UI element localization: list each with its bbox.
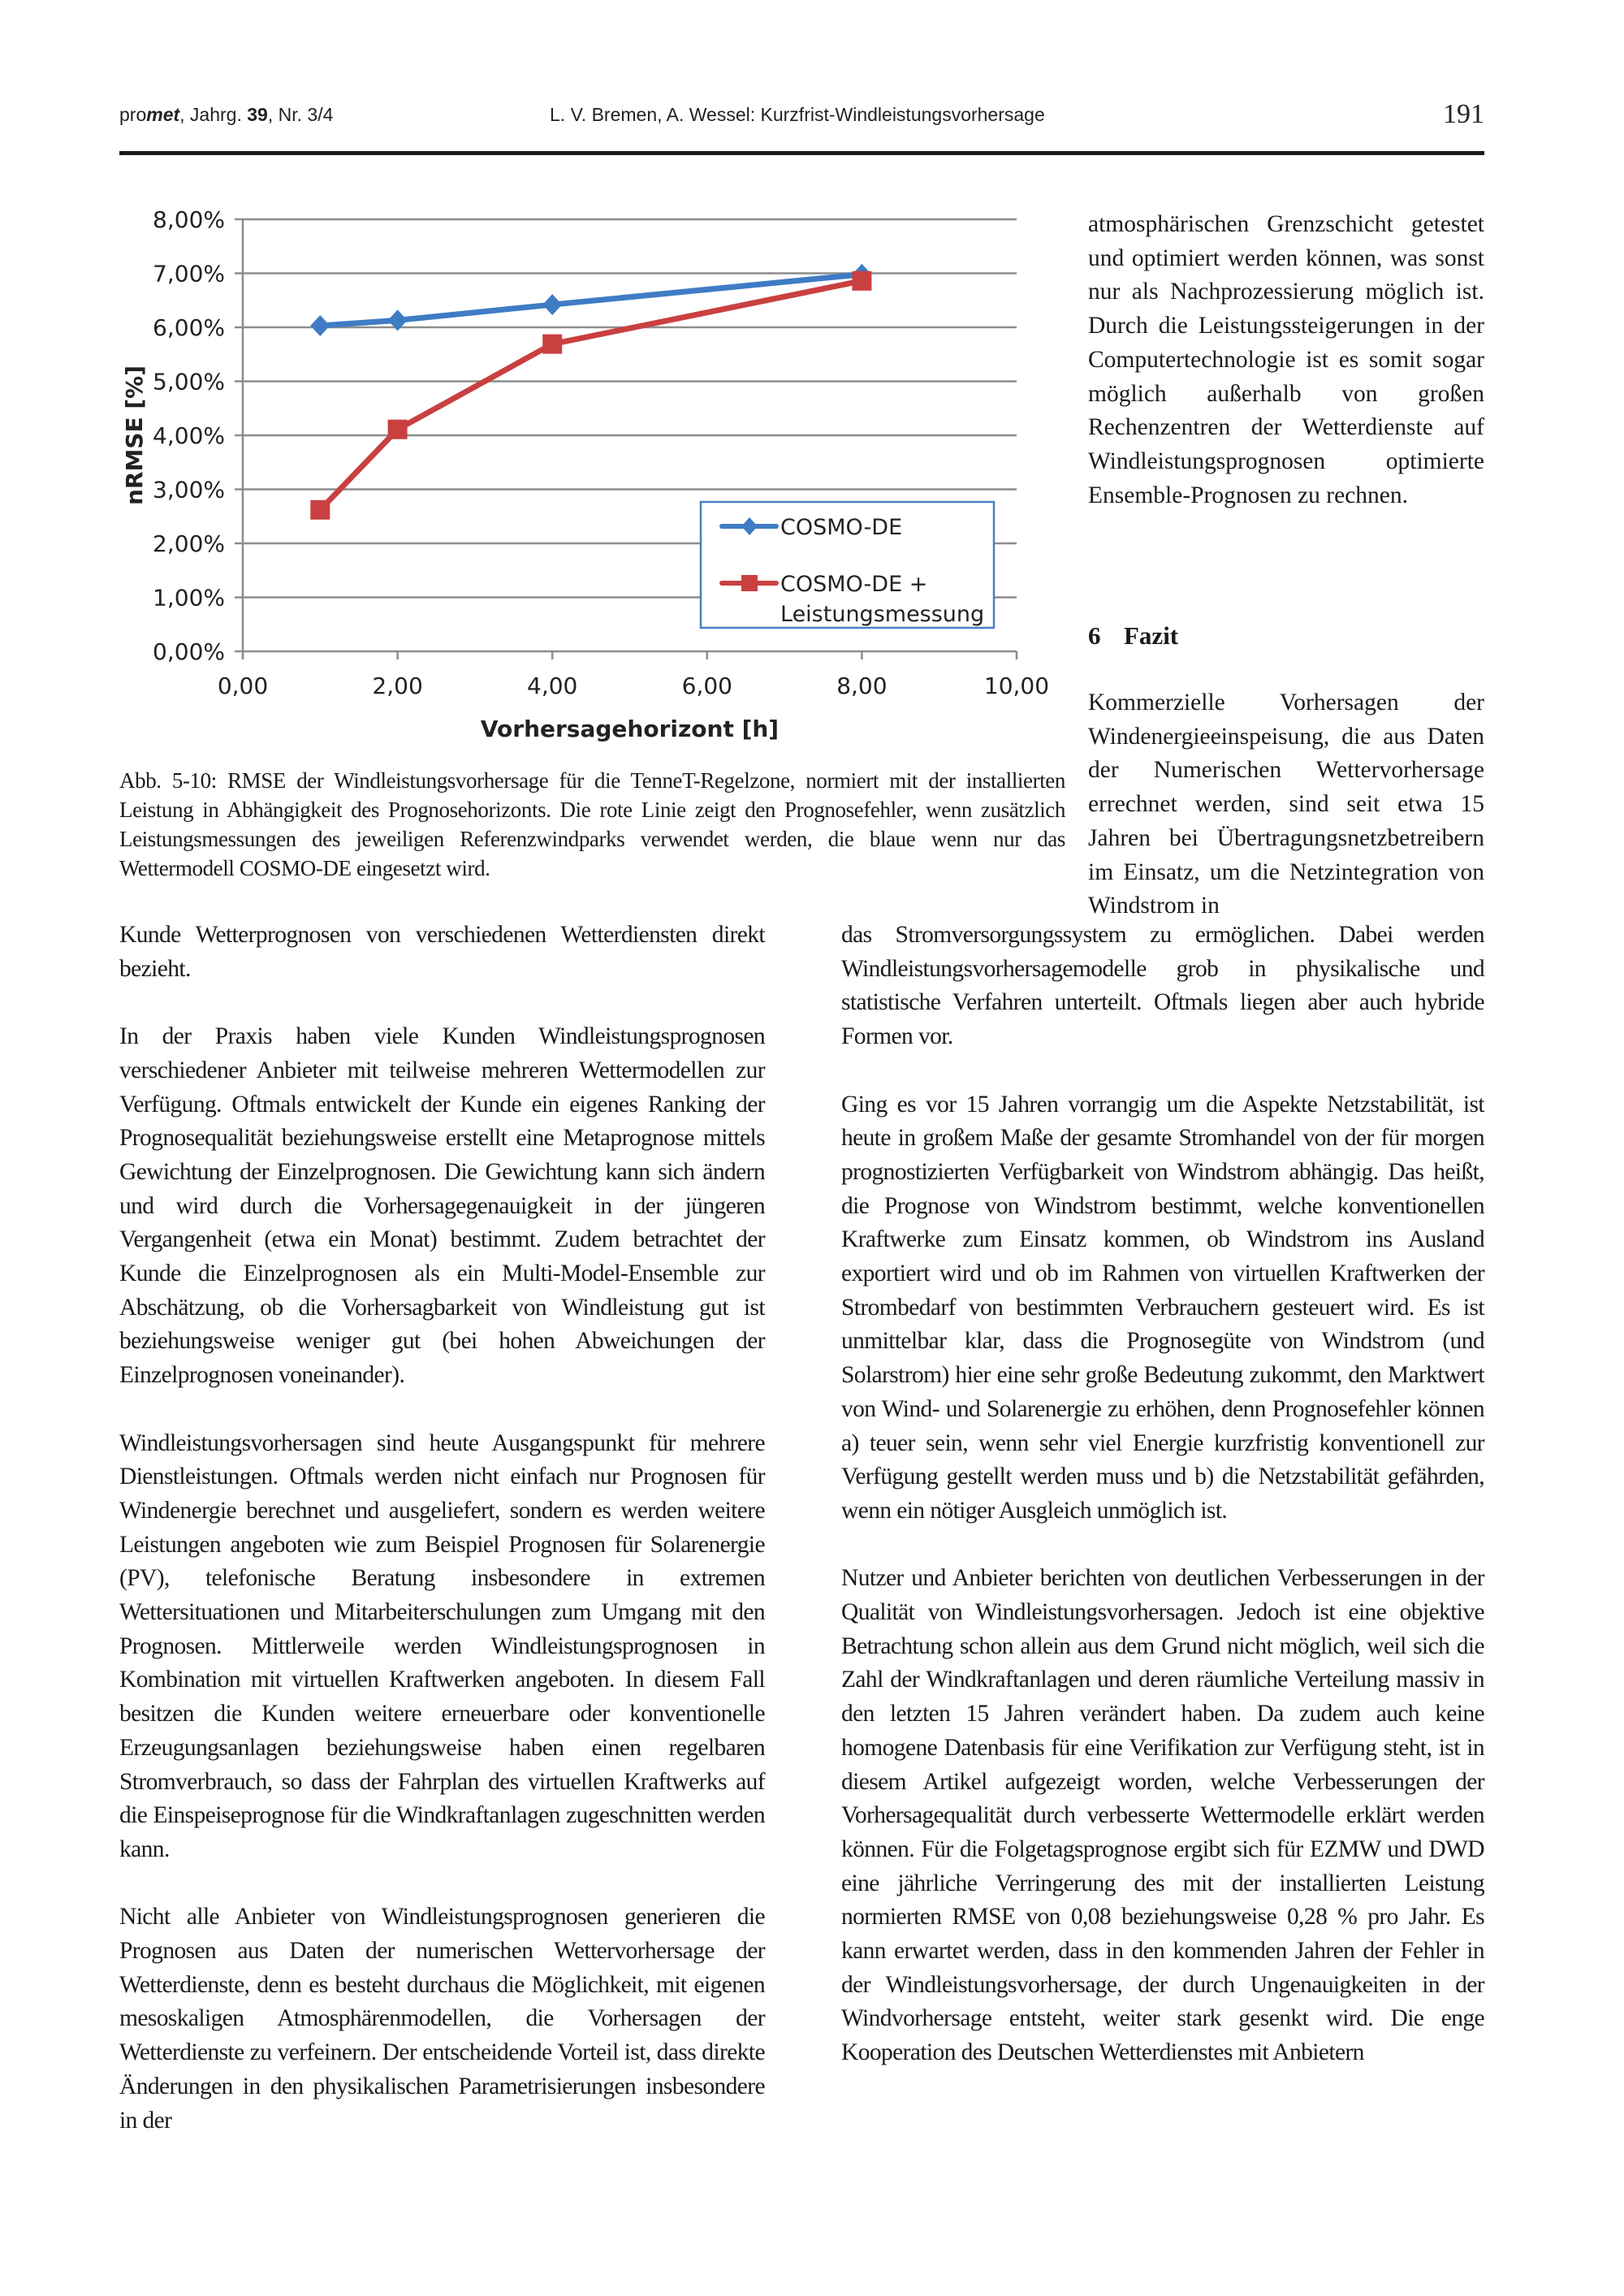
paragraph: das Stromversorgungssystem zu ermöglichen. Dabei werden Windleistungsvorhersagemodelle grob in physikalische und statistische Verfahren unterteilt. Oftmals liegen aber auch hybride Formen vor. [841, 922, 1484, 1050]
fazit-intro [1088, 686, 1484, 923]
paragraph: Kommerzielle Vorhersagen der Windenergieeinspeisung, die aus Daten der Numerischen Wettervorhersage errechnet werden, sind seit etwa 15 Jahren bei Übertragungsnetzbetreibern im Einsatz, um die Netzintegration von Windstrom in [1088, 690, 1484, 919]
paragraph: atmosphärischen Grenzschicht getestet und optimiert werden können, was sonst nur als Nachprozessierung möglich ist. Durch die Leistungssteigerungen in der Computertechnologie ist es somit sogar möglich außerhalb von großen Rechenzentren der Wetterdienste auf Windleistungsprognosen optimierte Ensemble-Prognosen zu rechnen. [1088, 211, 1484, 508]
section-title: Fazit [1124, 621, 1179, 650]
journal-header [119, 104, 333, 126]
y-tick-label: 3,00% [153, 476, 225, 504]
diamond-marker-icon [542, 294, 562, 315]
journal-issue: , Nr. 3/4 [267, 104, 334, 125]
y-tick-label: 1,00% [153, 584, 225, 612]
section-number: 6 [1088, 621, 1101, 650]
legend-label-leistungsmessung: Leistungsmessung [780, 602, 985, 627]
journal-volume-label: , Jahrg. [179, 104, 248, 125]
x-tick-label: 0,00 [217, 672, 269, 699]
page-number: 191 [1443, 99, 1484, 129]
x-tick-label: 4,00 [527, 672, 578, 699]
x-tick-label: 2,00 [372, 672, 423, 699]
journal-volume: 39 [247, 104, 268, 125]
square-marker-icon [388, 420, 408, 439]
figure-nrmse-chart [114, 203, 1072, 755]
square-marker-icon [852, 271, 871, 291]
paragraph: Ging es vor 15 Jahren vorrangig um die Aspekte Netzstabilität, ist heute in großem Maße der gesamte Stromhandel von der für morgen prognostizierten Verfügbarkeit von Windstrom abhängig. Das heißt, die Prognose von Windstrom bestimmt, welche konventionellen Kraftwerke zum Einsatz kommen, ob Windstrom ins Ausland exportiert wird und ob im Rahmen von virtuellen Kraftwerken der Strombedarf von bestimmten Verbrauchern gesteuert wird. Es ist unmittelbar klar, dass die Prognosegüte von Windstrom (und Solarstrom) hier eine sehr große Bedeutung zukommt, den Marktwert von Wind- und Solarenergie zu erhöhen, denn Prognosefehler können a) teuer sein, wenn sehr viel Energie kurzfristig konventionell zur Verfügung gestellt werden muss und b) die Netzstabilität gefährden, wenn ein nötiger Ausgleich unmöglich ist. [841, 1091, 1484, 1524]
paragraph: Nutzer und Anbieter berichten von deutlichen Verbesserungen in der Qualität von Windleistungsvorhersagen. Jedoch ist eine objektive Betrachtung schon allein aus dem Grund nicht möglich, weil sich die Zahl der Windkraftanlagen und deren räumliche Verteilung massiv in den letzten 15 Jahren verändert haben. Da zudem auch keine homogene Datenbasis für eine Verifikation zur Verfügung steht, ist in diesem Artikel aufgezeigt worden, welche Verbesserungen der Vorhersagequalität durch verbesserte Wettermodelle erklärt werden können. Für die Folgetagsprognose ergibt sich für EZMW und DWD eine jährliche Verringerung des mit der installierten Leistung normierten RMSE von 0,08 beziehungsweise 0,28 % pro Jahr. Es kann erwartet werden, dass in den kommenden Jahren der Fehler in der Windleistungsvorhersage, der durch Ungenauigkeiten in der Windvorhersage entsteht, weiter stark gesenkt wird. Die enge Kooperation des Deutschen Wetterdienstes mit Anbietern [841, 1565, 1484, 2066]
right-column [841, 919, 1484, 2104]
y-tick-label: 5,00% [153, 368, 225, 396]
y-tick-label: 8,00% [153, 206, 225, 233]
running-title: L. V. Bremen, A. Wessel: Kurzfrist-Windleistungsvorhersage [550, 104, 1045, 125]
y-tick-label: 7,00% [153, 260, 225, 288]
y-axis-title: nRMSE [%] [121, 365, 148, 506]
y-tick-label: 2,00% [153, 530, 225, 557]
left-column [119, 919, 765, 2172]
square-marker-icon [542, 335, 562, 354]
x-tick-label: 6,00 [681, 672, 732, 699]
header-rule [119, 151, 1484, 155]
paragraph: Kunde Wetterprognosen von verschiedenen Wetterdiensten direkt bezieht. [119, 922, 765, 982]
y-tick-label: 4,00% [153, 422, 225, 449]
paragraph: Windleistungsvorhersagen sind heute Ausgangspunkt für mehrere Dienstleistungen. Oftmals werden nicht einfach nur Prognosen für Windenergie berechnet und ausgeliefert, sondern es werden weitere Leistungen angeboten wie zum Beispiel Prognosen für Solarenergie (PV), telefonische Beratung insbesondere in extremen Wettersituationen und Mitarbeiterschulungen zum Umgang mit den Prognosen. Mittlerweile werden Windleistungsprognosen in Kombination mit virtuellen Kraftwerken angeboten. In diesem Fall besitzen die Kunden weitere erneuerbare oder konventionelle Erzeugungsanlagen beziehungsweise haben einen regelbaren Stromverbrauch, so dass der Fahrplan des virtuellen Kraftwerks auf die Einspeiseprognose für die Windkraftanlagen zugeschnitten werden kann. [119, 1429, 765, 1862]
legend-square-icon [741, 575, 758, 591]
paragraph: In der Praxis haben viele Kunden Windleistungsprognosen verschiedener Anbieter mit teilweise mehreren Wettermodellen zur Verfügung. Oftmals entwickelt der Kunde ein eigenes Ranking der Prognosequalität beziehungsweise erstellt eine Metaprognose mittels Gewichtung der Einzelprognosen. Die Gewichtung kann sich ändern und wird durch die Vorhersagegenauigkeit in der jüngeren Vergangenheit (etwa ein Monat) bestimmt. Zudem betrachtet der Kunde die Einzelprognosen als ein Multi-Model-Ensemble zur Abschätzung, ob die Vorhersagbarkeit von Windleistung gut ist beziehungsweise weniger gut (bei hohen Abweichungen der Einzelprognosen voneinander). [119, 1023, 765, 1389]
x-tick-label: 10,00 [983, 672, 1050, 699]
y-tick-label: 6,00% [153, 314, 225, 341]
legend-label-cosmo-de-plus: COSMO-DE + [780, 572, 928, 597]
square-marker-icon [310, 500, 330, 520]
legend-label-cosmo-de: COSMO-DE [780, 515, 903, 540]
x-tick-label: 8,00 [836, 672, 888, 699]
y-tick-label: 0,00% [153, 638, 225, 665]
diamond-marker-icon [310, 315, 330, 336]
right-column-continuation [1088, 208, 1484, 512]
figure-caption: Abb. 5-10: RMSE der Windleistungsvorhersage für die TenneT-Regelzone, normiert mit der installierten Leistung in Abhängigkeit des Prognosehorizonts. Die rote Linie zeigt den Prognosefehler, wenn zusätzlich Leistungsmessungen des jeweiligen Referenzwindparks verwendet werden, die blaue wenn nur das Wettermodell COSMO-DE eingesetzt wird. [119, 768, 1065, 880]
paragraph: Nicht alle Anbieter von Windleistungsprognosen generieren die Prognosen aus Daten der numerischen Wettervorhersage der Wetterdienste, denn es besteht durchaus die Möglichkeit, mit eigenen mesoskaligen Atmosphärenmodellen, die Vorhersagen der Wetterdienste zu verfeinern. Der entscheidende Vorteil ist, dass direkte Änderungen in den physikalischen Parametrisierungen insbesondere in der [119, 1904, 765, 2134]
section-heading [1088, 621, 1178, 651]
x-axis-title: Vorhersagehorizont [h] [480, 716, 780, 742]
journal-name-prefix: pro [119, 104, 147, 125]
line-chart [114, 203, 1072, 755]
journal-name-emphasis: met [146, 104, 180, 125]
